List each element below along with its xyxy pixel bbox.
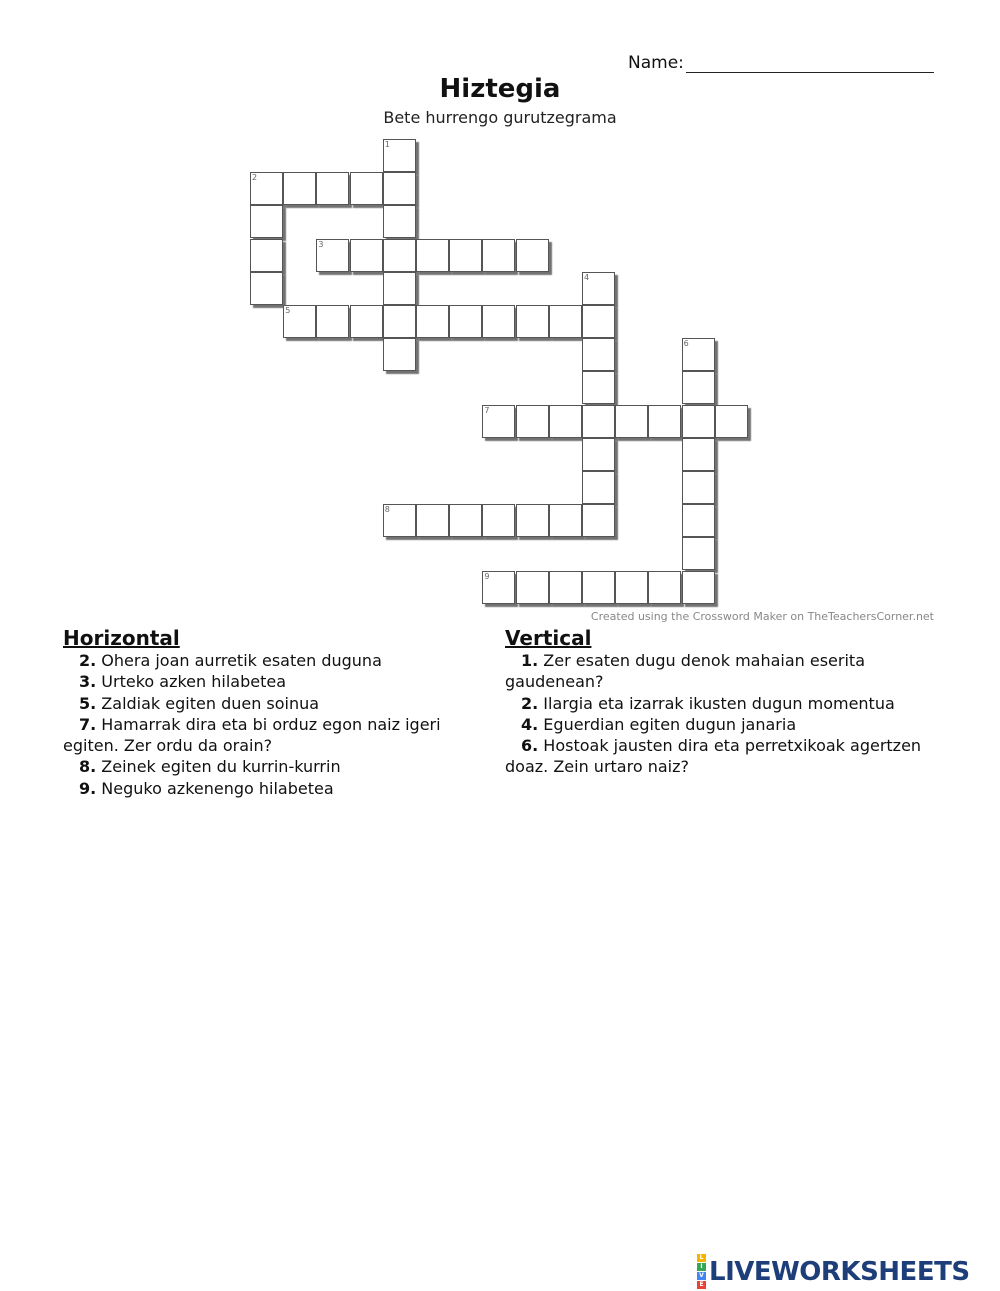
liveworksheets-logo xyxy=(697,1254,970,1289)
logo-text: LIVEWORKSHEETS xyxy=(709,1256,970,1287)
clue-item xyxy=(63,650,483,671)
crossword-cell[interactable] xyxy=(516,504,549,537)
logo-badge-letter: I xyxy=(697,1263,706,1271)
crossword-cell[interactable] xyxy=(582,471,615,504)
crossword-cell[interactable] xyxy=(383,239,416,272)
crossword-cell[interactable] xyxy=(682,471,715,504)
crossword-cell[interactable] xyxy=(582,272,615,305)
clue-number: 2. xyxy=(79,651,97,670)
clue-number: 3 xyxy=(318,239,324,249)
page-title: Hiztegia xyxy=(439,74,561,104)
clue-item xyxy=(505,714,935,735)
crossword-cell[interactable] xyxy=(582,371,615,404)
logo-badge-letter: E xyxy=(697,1281,706,1289)
crossword-cell[interactable] xyxy=(316,239,349,272)
clue-item xyxy=(63,778,483,799)
crossword-cell[interactable] xyxy=(283,305,316,338)
crossword-cell[interactable] xyxy=(715,405,748,438)
crossword-cell[interactable] xyxy=(383,139,416,172)
logo-badge-letter: V xyxy=(697,1272,706,1280)
clue-text: Neguko azkenengo hilabetea xyxy=(96,778,334,798)
clue-number: 9 xyxy=(484,571,490,581)
crossword-cell[interactable] xyxy=(350,239,383,272)
crossword-cell[interactable] xyxy=(516,239,549,272)
crossword-cell[interactable] xyxy=(383,172,416,205)
clue-number: 7 xyxy=(484,405,490,415)
crossword-cell[interactable] xyxy=(416,305,449,338)
crossword-cell[interactable] xyxy=(682,405,715,438)
crossword-cell[interactable] xyxy=(383,338,416,371)
clue-number: 2 xyxy=(252,173,258,183)
crossword-cell[interactable] xyxy=(482,239,515,272)
crossword-cell[interactable] xyxy=(582,504,615,537)
crossword-cell[interactable] xyxy=(383,272,416,305)
clue-text: Zeinek egiten du kurrin-kurrin xyxy=(96,757,341,777)
crossword-cell[interactable] xyxy=(549,405,582,438)
crossword-cell[interactable] xyxy=(383,504,416,537)
crossword-cell[interactable] xyxy=(682,371,715,404)
clue-text: Hamarrak dira eta bi orduz egon naiz igeri egiten. Zer ordu da orain? xyxy=(63,714,441,756)
crossword-cell[interactable] xyxy=(516,405,549,438)
crossword-cell[interactable] xyxy=(482,305,515,338)
crossword-cell[interactable] xyxy=(516,571,549,604)
crossword-cell[interactable] xyxy=(250,272,283,305)
crossword-cell[interactable] xyxy=(449,305,482,338)
clue-number: 5 xyxy=(285,306,291,315)
crossword-cell[interactable] xyxy=(316,305,349,338)
vertical-heading: Vertical xyxy=(505,626,592,650)
crossword-cell[interactable] xyxy=(582,438,615,471)
page-subtitle: Bete hurrengo gurutzegrama xyxy=(383,108,617,127)
clue-item xyxy=(63,756,483,777)
crossword-cell[interactable] xyxy=(350,305,383,338)
logo-badge-icon xyxy=(697,1254,706,1289)
horizontal-heading: Horizontal xyxy=(63,626,180,650)
crossword-cell[interactable] xyxy=(482,571,515,604)
clue-text: Zer esaten dugu denok mahaian eserita gaudenean? xyxy=(505,651,865,692)
crossword-cell[interactable] xyxy=(582,571,615,604)
crossword-cell[interactable] xyxy=(250,239,283,272)
clue-number: 1 xyxy=(384,140,390,149)
crossword-cell[interactable] xyxy=(350,172,383,205)
clue-number: 4. xyxy=(521,714,539,734)
clue-number: 8. xyxy=(79,757,97,777)
crossword-cell[interactable] xyxy=(416,239,449,272)
crossword-cell[interactable] xyxy=(549,571,582,604)
crossword-cell[interactable] xyxy=(416,504,449,537)
crossword-cell[interactable] xyxy=(283,172,316,205)
clue-number: 6. xyxy=(521,736,539,756)
horizontal-clues xyxy=(63,626,483,799)
crossword-cell[interactable] xyxy=(615,405,648,438)
clue-item xyxy=(63,714,483,757)
vertical-clues xyxy=(505,626,935,778)
crossword-cell[interactable] xyxy=(316,172,349,205)
name-row xyxy=(628,52,934,73)
credit-line: Created using the Crossword Maker on TheTeachersCorner.net xyxy=(590,610,934,623)
crossword-cell[interactable] xyxy=(449,504,482,537)
crossword-cell[interactable] xyxy=(250,205,283,238)
clue-number: 4 xyxy=(584,272,590,282)
clue-text: Urteko azken hilabetea xyxy=(96,672,287,692)
crossword-cell[interactable] xyxy=(582,405,615,438)
clue-text: Hostoak jausten dira eta perretxikoak agertzen doaz. Zein urtaro naiz? xyxy=(505,736,922,777)
clue-text: Eguerdian egiten dugun janaria xyxy=(538,714,797,734)
crossword-cell[interactable] xyxy=(482,504,515,537)
clue-item xyxy=(63,671,483,692)
clue-text: Ohera joan aurretik esaten duguna xyxy=(96,651,382,670)
crossword-cell[interactable] xyxy=(482,405,515,438)
crossword-cell[interactable] xyxy=(682,537,715,570)
clue-number: 5. xyxy=(79,693,97,713)
name-label: Name: xyxy=(628,53,684,73)
crossword-cell[interactable] xyxy=(549,305,582,338)
crossword-cell[interactable] xyxy=(615,571,648,604)
clue-item xyxy=(505,650,935,693)
clue-text: Zaldiak egiten duen soinua xyxy=(96,693,320,713)
clue-number: 1. xyxy=(521,651,539,670)
crossword-cell[interactable] xyxy=(582,338,615,371)
clue-text: Ilargia eta izarrak ikusten dugun momentua xyxy=(538,693,895,713)
crossword-cell[interactable] xyxy=(682,504,715,537)
logo-badge-letter: L xyxy=(697,1254,706,1262)
crossword-cell[interactable] xyxy=(383,305,416,338)
crossword-cell[interactable] xyxy=(648,571,681,604)
crossword-cell[interactable] xyxy=(516,305,549,338)
crossword-cell[interactable] xyxy=(682,571,715,604)
name-field[interactable] xyxy=(686,52,934,73)
crossword-cell[interactable] xyxy=(250,172,283,205)
crossword-cell[interactable] xyxy=(682,338,715,371)
clue-number: 8 xyxy=(384,505,390,515)
clue-item xyxy=(505,693,935,714)
clue-number: 2. xyxy=(521,693,539,713)
crossword-cell[interactable] xyxy=(582,305,615,338)
crossword-cell[interactable] xyxy=(383,205,416,238)
clue-item xyxy=(63,693,483,714)
crossword-cell[interactable] xyxy=(549,504,582,537)
clue-item xyxy=(505,735,935,778)
crossword-cell[interactable] xyxy=(648,405,681,438)
clue-number: 3. xyxy=(79,672,97,692)
clue-number: 7. xyxy=(79,714,97,734)
clue-number: 6 xyxy=(683,339,689,349)
crossword-cell[interactable] xyxy=(449,239,482,272)
clue-number: 9. xyxy=(79,778,97,798)
crossword-cell[interactable] xyxy=(682,438,715,471)
